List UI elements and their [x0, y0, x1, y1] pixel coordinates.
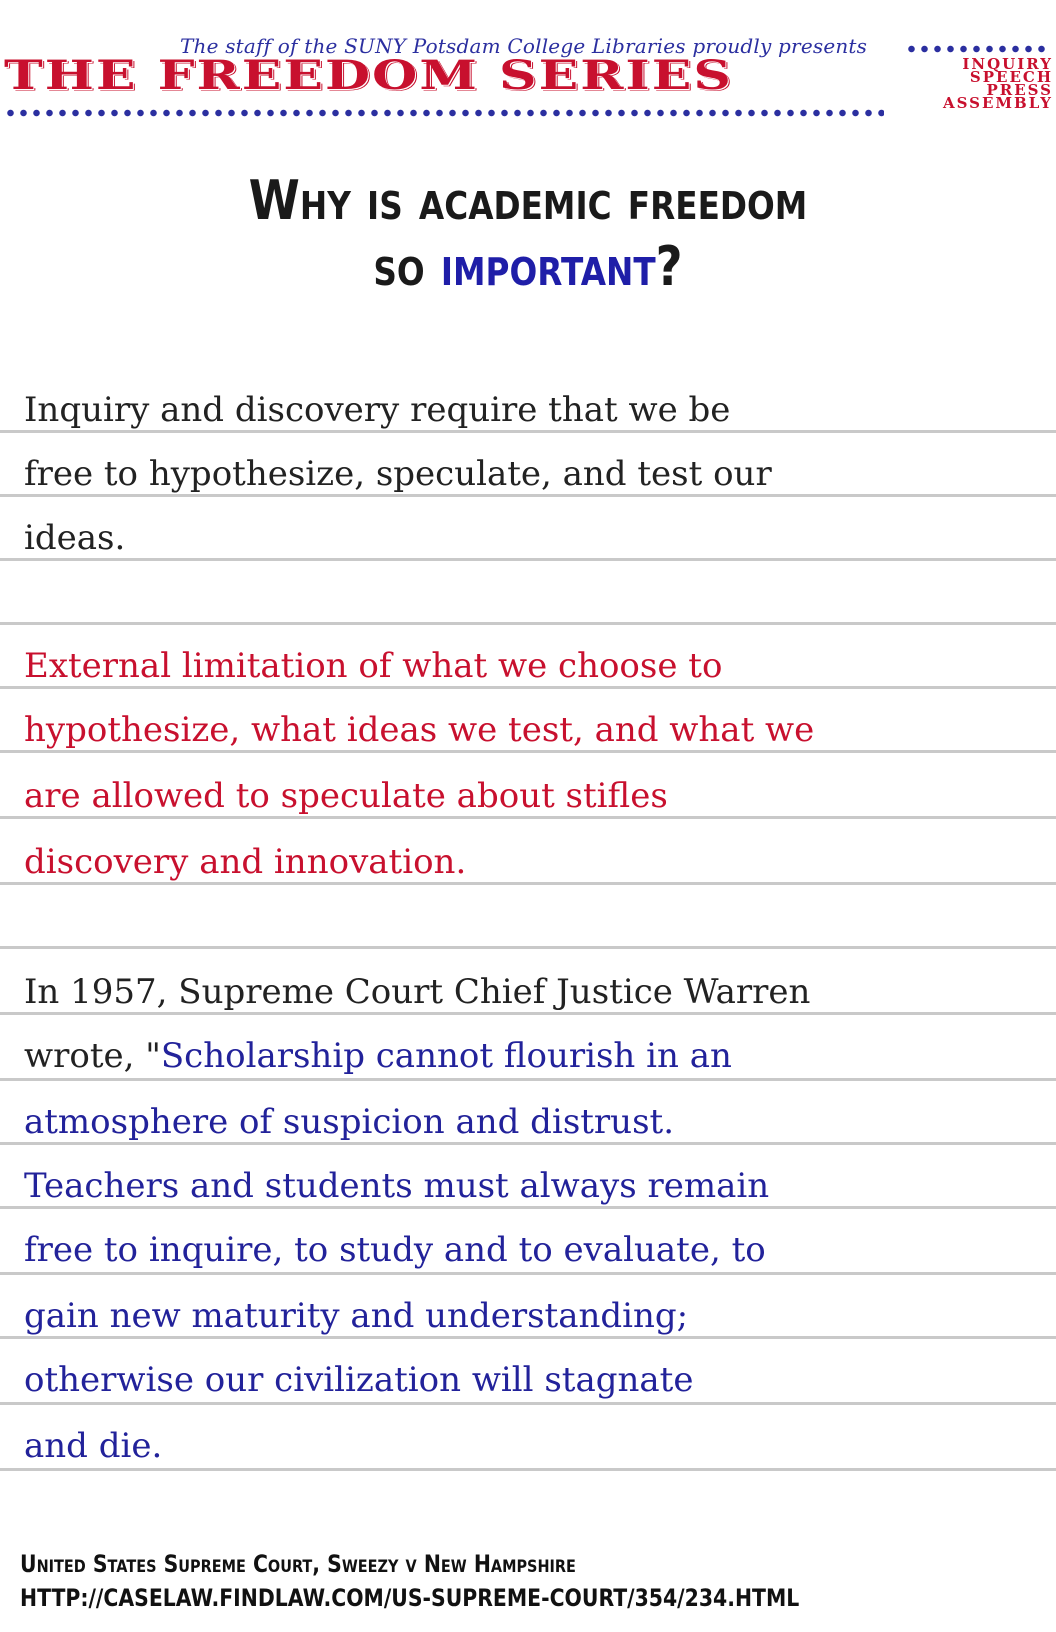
quote-line: Teachers and students must always remain: [24, 1166, 770, 1206]
rule-line: [0, 1012, 1056, 1015]
headline-prefix: so: [373, 235, 441, 298]
quote-line: gain new maturity and understanding;: [24, 1296, 689, 1336]
paragraph-1-line: ideas.: [24, 518, 126, 558]
paragraph-2-line: discovery and innovation.: [24, 842, 467, 882]
quote-line: atmosphere of suspicion and distrust.: [24, 1102, 675, 1142]
rule-line: [0, 816, 1056, 819]
presents-tagline: The staff of the SUNY Potsdam College Libraries proudly presents: [180, 34, 868, 58]
poster-header: [0, 0, 1056, 130]
rule-line: [0, 1336, 1056, 1339]
paragraph-1-line: free to hypothesize, speculate, and test our: [24, 454, 772, 494]
quote-intro: wrote, ": [24, 1036, 161, 1076]
rule-line: [0, 1402, 1056, 1405]
rule-line: [0, 622, 1056, 625]
rule-line: [0, 1142, 1056, 1145]
rule-line: [0, 430, 1056, 433]
headline-line-2: [74, 234, 982, 300]
quote-line: and die.: [24, 1426, 163, 1466]
paragraph-3-line: [24, 1036, 732, 1076]
freedoms-stack: [885, 55, 1053, 112]
page-headline: [74, 168, 982, 300]
paragraph-2-line: hypothesize, what ideas we test, and what we: [24, 710, 815, 750]
rule-line: [0, 1468, 1056, 1471]
series-title: THE FREEDOM SERIES: [4, 51, 733, 100]
headline-accent-word: important: [440, 235, 656, 298]
paragraph-2-line: External limitation of what we choose to: [24, 646, 723, 686]
paragraph-1-line: Inquiry and discovery require that we be: [24, 390, 731, 430]
dot-border-top: [905, 44, 1051, 54]
freedom-inquiry: INQUIRY: [962, 55, 1053, 73]
headline-suffix: ?: [655, 235, 683, 298]
paragraph-2-line: are allowed to speculate about stifles: [24, 776, 668, 816]
freedom-assembly: ASSEMBLY: [943, 94, 1053, 112]
rule-line: [0, 494, 1056, 497]
dot-border-bottom: [4, 108, 884, 118]
headline-line-1: Why is academic freedom: [248, 169, 808, 232]
rule-line: [0, 1078, 1056, 1081]
citation: United States Supreme Court, Sweezy v New Hampshire: [20, 1550, 576, 1578]
quote-text: Scholarship cannot flourish in an: [160, 1036, 732, 1076]
rule-line: [0, 1272, 1056, 1275]
freedom-speech: SPEECH: [969, 68, 1053, 86]
citation-url[interactable]: HTTP://CASELAW.FINDLAW.COM/US-SUPREME-COURT/354/234.HTML: [20, 1584, 800, 1612]
rule-line: [0, 686, 1056, 689]
rule-line: [0, 1206, 1056, 1209]
paragraph-3-line: In 1957, Supreme Court Chief Justice Warren: [24, 972, 811, 1012]
rule-line: [0, 558, 1056, 561]
quote-line: free to inquire, to study and to evaluate, to: [24, 1230, 766, 1270]
rule-line: [0, 750, 1056, 753]
quote-line: otherwise our civilization will stagnate: [24, 1360, 694, 1400]
rule-line: [0, 882, 1056, 885]
rule-line: [0, 946, 1056, 949]
freedom-press: PRESS: [986, 81, 1053, 99]
